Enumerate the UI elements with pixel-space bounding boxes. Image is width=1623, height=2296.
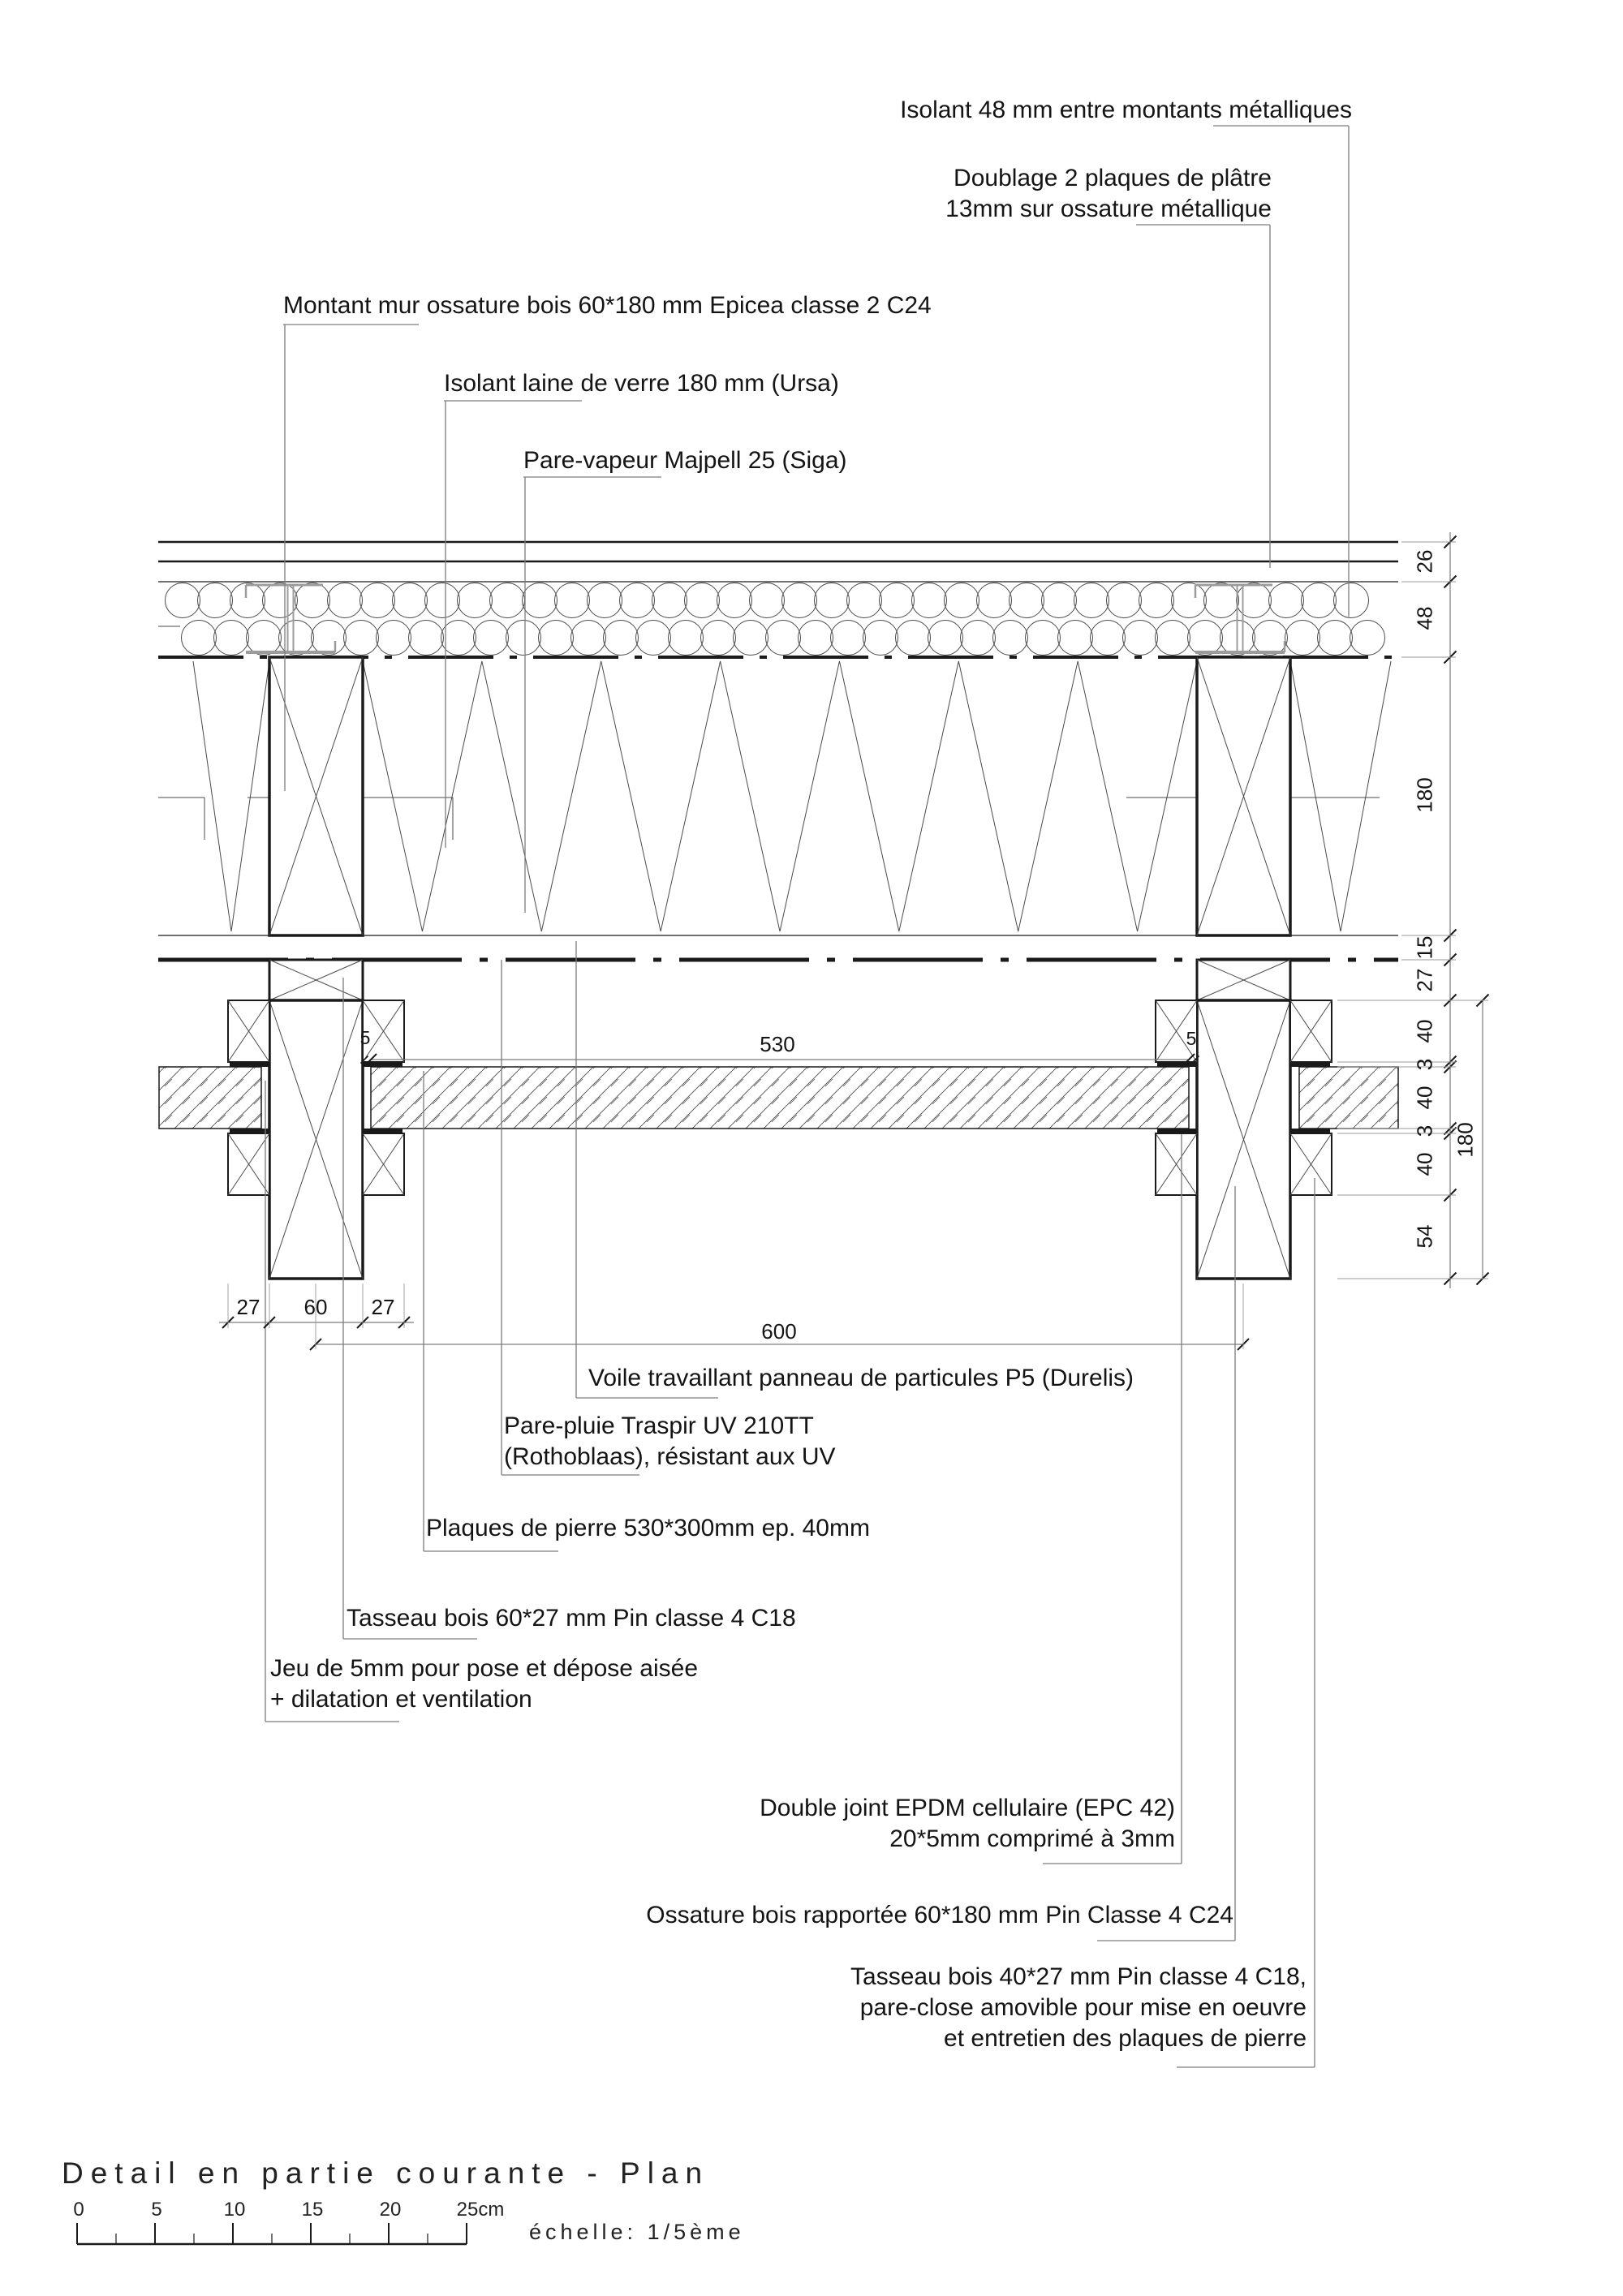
annotation-double-joint-l2: 20*5mm comprimé à 3mm: [889, 1825, 1175, 1852]
dim-overall-180: 180: [1453, 1122, 1478, 1158]
scale-tick-0: 0: [73, 2199, 84, 2221]
scale-tick-25cm: 25cm: [456, 2199, 505, 2221]
scale-tick-10: 10: [223, 2199, 246, 2221]
dim-40b: 40: [1412, 1086, 1437, 1110]
annotation-laine: Isolant laine de verre 180 mm (Ursa): [444, 370, 839, 397]
dim-27-left: 27: [236, 1295, 260, 1319]
annotation-voile: Voile travaillant panneau de particules P5 (Durelis): [588, 1365, 1134, 1391]
dim-40a: 40: [1412, 1019, 1437, 1043]
dim-180: 180: [1412, 777, 1437, 813]
drawing-title: Detail en partie courante - Plan: [62, 2156, 710, 2190]
scale-caption: échelle: 1/5ème: [529, 2220, 745, 2244]
annotation-pare-pluie-l2: (Rothoblaas), résistant aux UV: [504, 1443, 836, 1470]
dim-3b: 3: [1412, 1124, 1437, 1137]
dim-gap-5-left: 5: [359, 1027, 371, 1048]
annotation-tasseau40-l3: et entretien des plaques de pierre: [944, 2025, 1307, 2052]
scale-tick-15: 15: [301, 2199, 324, 2221]
annotation-plaques: Plaques de pierre 530*300mm ep. 40mm: [426, 1515, 870, 1541]
annotation-tasseau60: Tasseau bois 60*27 mm Pin classe 4 C18: [347, 1605, 796, 1632]
annotation-doublage-l2: 13mm sur ossature métallique: [945, 196, 1272, 222]
annotation-doublage-l1: Doublage 2 plaques de plâtre: [954, 165, 1272, 191]
dim-600: 600: [761, 1319, 797, 1344]
annotation-montant: Montant mur ossature bois 60*180 mm Epicea classe 2 C24: [283, 292, 932, 319]
dim-48: 48: [1412, 606, 1437, 630]
dim-40c: 40: [1412, 1152, 1437, 1176]
scale-tick-5: 5: [151, 2199, 162, 2221]
annotation-double-joint-l1: Double joint EPDM cellulaire (EPC 42): [760, 1795, 1175, 1821]
annotation-tasseau40-l1: Tasseau bois 40*27 mm Pin classe 4 C18,: [850, 1963, 1307, 1990]
annotation-pare-pluie-l1: Pare-pluie Traspir UV 210TT: [504, 1412, 814, 1439]
dim-15: 15: [1412, 935, 1437, 960]
dim-27-right: 27: [371, 1295, 395, 1319]
dim-60: 60: [304, 1295, 328, 1319]
annotation-tasseau40-l2: pare-close amovible pour mise en oeuvre: [859, 1994, 1307, 2021]
scale-tick-20: 20: [379, 2199, 402, 2221]
annotation-ossature: Ossature bois rapportée 60*180 mm Pin Classe 4 C24: [646, 1902, 1233, 1928]
annotation-isolant-48: Isolant 48 mm entre montants métalliques: [900, 97, 1352, 123]
dim-3a: 3: [1412, 1058, 1437, 1071]
dim-54: 54: [1412, 1224, 1437, 1249]
dim-27: 27: [1412, 968, 1437, 992]
dim-26: 26: [1412, 549, 1437, 574]
annotation-jeu-l1: Jeu de 5mm pour pose et dépose aisée: [270, 1655, 699, 1682]
dim-530: 530: [760, 1032, 795, 1056]
dim-gap-5-right: 5: [1186, 1028, 1197, 1049]
annotation-jeu-l2: + dilatation et ventilation: [270, 1686, 532, 1713]
annotation-pare-vapeur: Pare-vapeur Majpell 25 (Siga): [523, 447, 847, 474]
